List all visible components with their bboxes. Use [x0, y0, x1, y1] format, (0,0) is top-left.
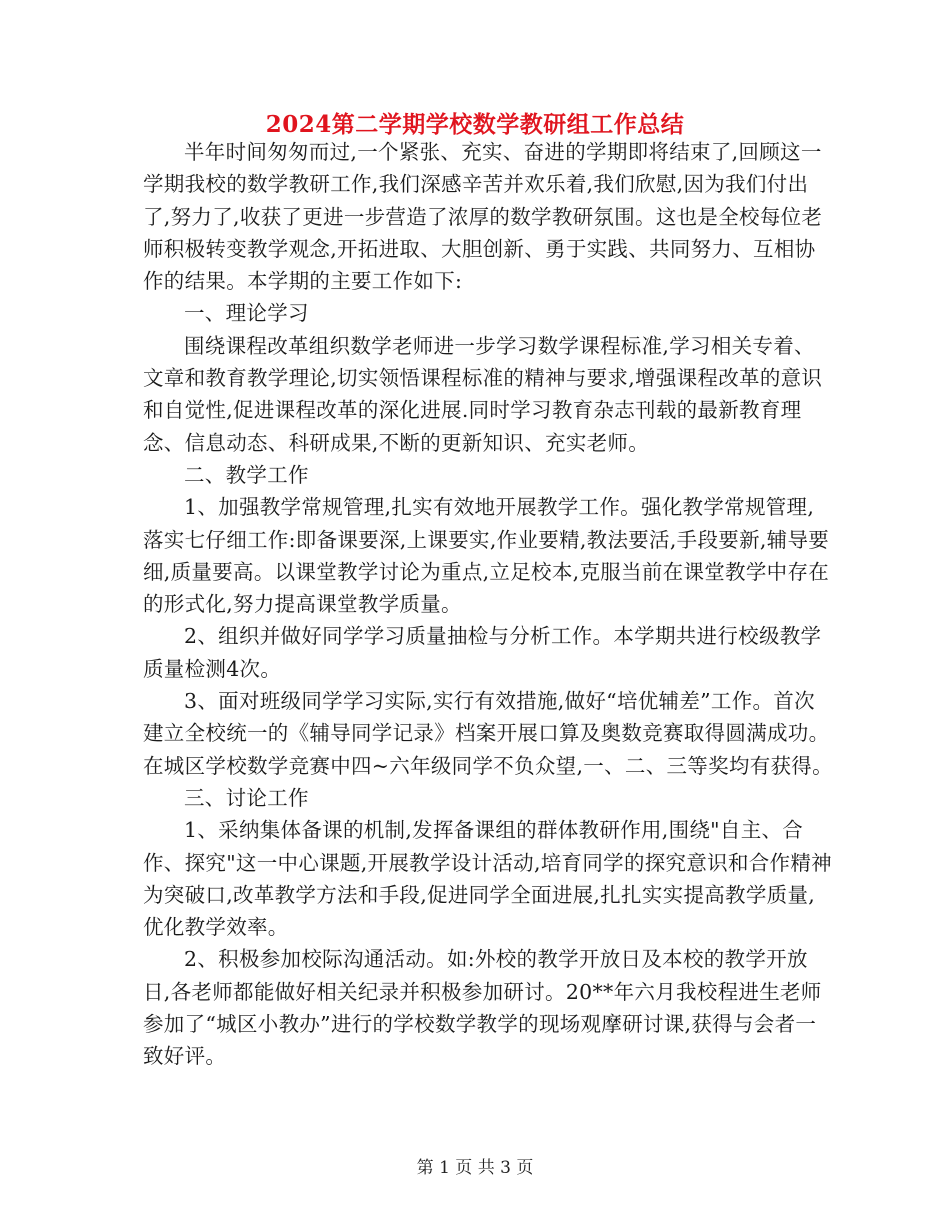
research-paragraph-2: 2、积极参加校际沟通活动。如:外校的教学开放日及本校的教学开放日,各老师都能做好相关纪录并积极参加研讨。20**年六月我校程进生老师参加了“城区小教办”进行的学校数学教学的现场观摩研讨课,获得与会者一致好评。	[143, 947, 822, 1069]
section-heading-teaching: 二、教学工作	[184, 462, 309, 487]
page-number-footer: 第 1 页 共 3 页	[416, 1158, 534, 1178]
teaching-paragraph-2: 2、组织并做好同学学习质量抽检与分析工作。本学期共进行校级教学质量检测4次。	[143, 624, 822, 681]
intro-paragraph: 半年时间匆匆而过,一个紧张、充实、奋进的学期即将结束了,回顾这一学期我校的数学教研工作,我们深感辛苦并欢乐着,我们欣慰,因为我们付出了,努力了,收获了更进一步营造了浓厚的数学教研氛围。这也是全校每位老师积极转变教学观念,开拓进取、大胆创新、勇于实践、共同努力、互相协作的结果。本学期的主要工作如下:	[143, 140, 823, 294]
document-body	[143, 136, 833, 1073]
teaching-paragraph-3: 3、面对班级同学学习实际,实行有效措施,做好“培优辅差”工作。首次建立全校统一的《辅导同学记录》档案开展口算及奥数竞赛取得圆满成功。在城区学校数学竞赛中四~六年级同学不负众望,一、二、三等奖均有获得。	[143, 689, 833, 778]
document-title: 2024第二学期学校数学教研组工作总结	[265, 111, 685, 138]
section-heading-research: 三、讨论工作	[184, 785, 309, 810]
theory-paragraph: 围绕课程改革组织数学老师进一步学习数学课程标准,学习相关专着、文章和教育教学理论,切实领悟课程标准的精神与要求,增强课程改革的意识和自觉性,促进课程改革的深化进展.同时学习教育杂志刊载的最新教育理念、信息动态、科研成果,不断的更新知识、充实老师。	[143, 333, 823, 455]
research-paragraph-1: 1、采纳集体备课的机制,发挥备课组的群体教研作用,围绕"自主、合作、探究"这一中心课题,开展教学设计活动,培育同学的探究意识和合作精神为突破口,改革教学方法和手段,促进同学全面进展,扎扎实实提高教学质量,优化教学效率。	[143, 818, 832, 940]
teaching-paragraph-1: 1、加强教学常规管理,扎实有效地开展教学工作。强化教学常规管理,落实七仔细工作:即备课要深,上课要实,作业要精,教法要活,手段要新,辅导要细,质量要高。以课堂教学讨论为重点,立足校本,克服当前在课堂教学中存在的形式化,努力提高课堂教学质量。	[143, 495, 830, 617]
section-heading-theory: 一、理论学习	[184, 301, 309, 326]
